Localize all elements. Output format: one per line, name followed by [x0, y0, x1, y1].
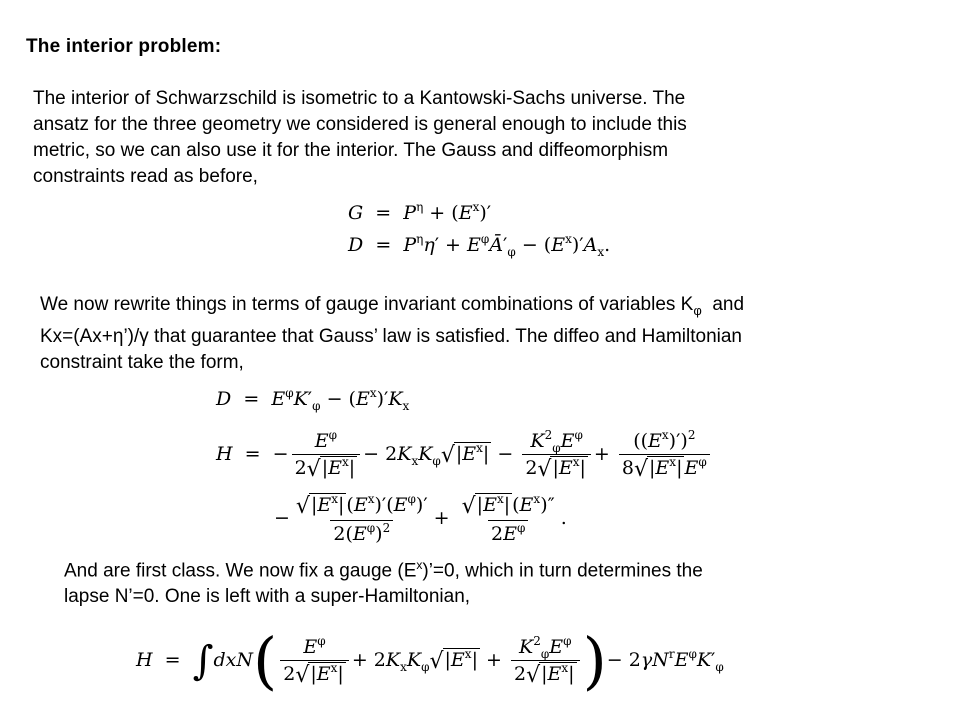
gamma-symbol: γ: [139, 325, 149, 347]
paragraph-text: )/: [127, 325, 140, 347]
paragraph-line: lapse N’=0. One is left with a super-Hamiltonian,: [64, 586, 471, 608]
phi-symbol: φ: [693, 302, 702, 318]
paragraph-text: And are first class. We now fix a gauge (E: [64, 560, 417, 582]
superscript-x: x: [416, 558, 423, 572]
paragraph-gauge-fixing: [64, 552, 703, 610]
paragraph-text: that guarantee that Gauss’ law is satisfied. The diffeo and Hamiltonian: [148, 325, 743, 347]
paragraph-text: )’=0, which in turn determines the: [422, 560, 703, 582]
paragraph-line: metric, so we can also use it for the interior. The Gauss and diffeomorphism: [33, 140, 669, 161]
paragraph-variables: [40, 292, 744, 376]
paragraph-text: Kx=(Ax+: [40, 325, 113, 347]
paragraph-intro: [33, 86, 687, 190]
eta-prime-symbol: η’: [112, 325, 128, 347]
paragraph-line: The interior of Schwarzschild is isometric to a Kantowski-Sachs universe. The: [33, 88, 686, 109]
paragraph-line: constraints read as before,: [33, 166, 258, 187]
paragraph-text: and: [712, 294, 745, 315]
slide-title: The interior problem:: [26, 36, 222, 57]
paragraph-line: constraint take the form,: [40, 351, 244, 373]
paragraph-line: We now rewrite things in terms of gauge invariant combinations of variables K: [40, 294, 694, 315]
paragraph-line: ansatz for the three geometry we considered is general enough to include this: [33, 114, 687, 135]
